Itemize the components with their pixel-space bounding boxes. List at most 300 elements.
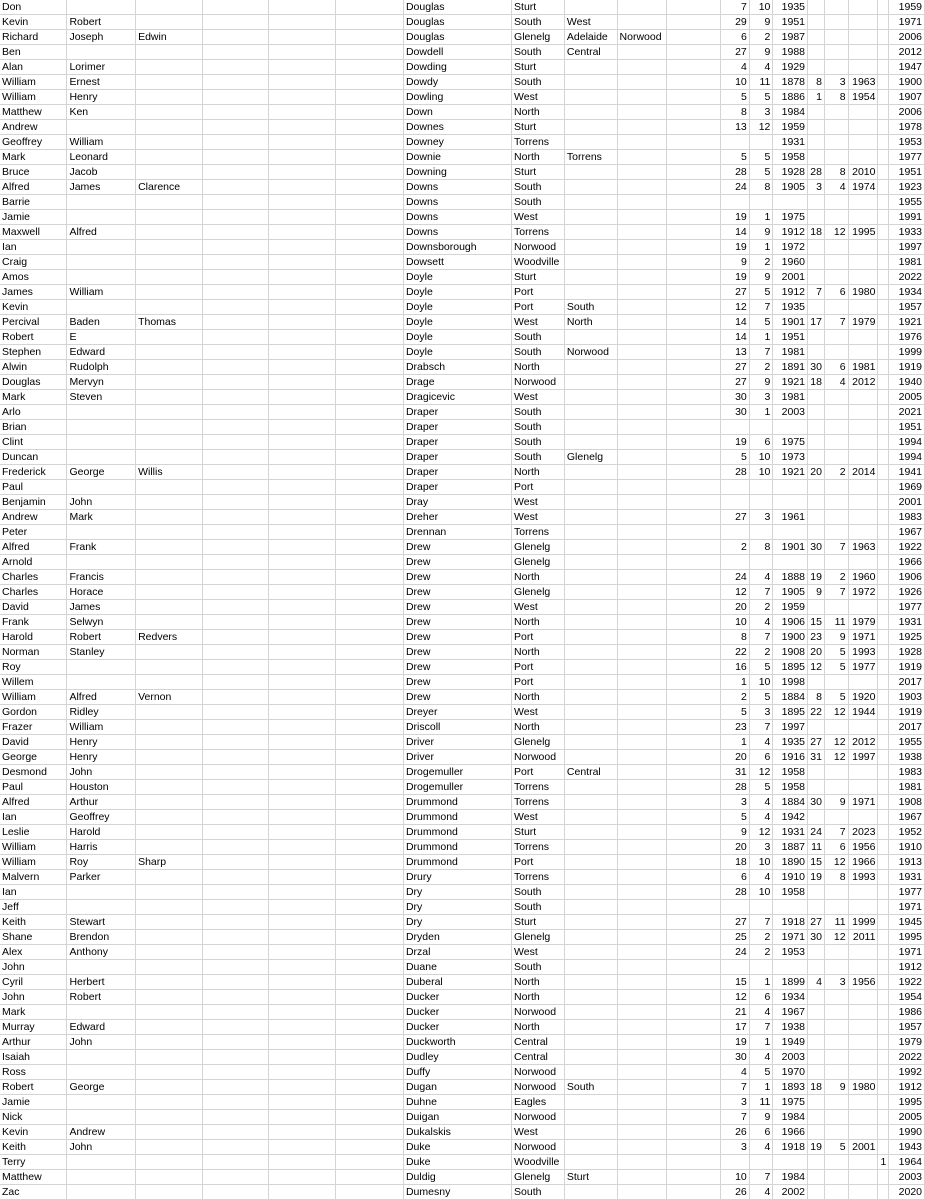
table-cell[interactable] xyxy=(202,180,268,195)
table-cell[interactable] xyxy=(617,615,667,630)
table-cell[interactable]: 2 xyxy=(824,465,848,480)
table-cell[interactable] xyxy=(564,1125,617,1140)
table-cell[interactable]: Jacob xyxy=(67,165,136,180)
table-cell[interactable] xyxy=(808,765,825,780)
table-cell[interactable] xyxy=(136,450,203,465)
table-cell[interactable]: John xyxy=(67,1035,136,1050)
table-cell[interactable] xyxy=(617,975,667,990)
table-cell[interactable] xyxy=(808,900,825,915)
table-cell[interactable] xyxy=(720,1155,749,1170)
table-cell[interactable]: North xyxy=(512,645,565,660)
table-cell[interactable]: Brian xyxy=(0,420,67,435)
table-cell[interactable] xyxy=(202,285,268,300)
table-cell[interactable] xyxy=(617,105,667,120)
table-cell[interactable] xyxy=(335,345,403,360)
table-cell[interactable] xyxy=(878,330,889,345)
table-cell[interactable]: Willem xyxy=(0,675,67,690)
table-cell[interactable] xyxy=(878,495,889,510)
table-cell[interactable]: Downs xyxy=(403,210,511,225)
table-cell[interactable] xyxy=(824,945,848,960)
table-cell[interactable]: 2003 xyxy=(889,1170,925,1185)
table-cell[interactable]: Ernest xyxy=(67,75,136,90)
table-cell[interactable] xyxy=(335,900,403,915)
table-cell[interactable] xyxy=(878,375,889,390)
table-cell[interactable] xyxy=(335,300,403,315)
table-cell[interactable] xyxy=(335,585,403,600)
table-cell[interactable] xyxy=(773,195,808,210)
table-cell[interactable] xyxy=(667,960,720,975)
table-cell[interactable] xyxy=(878,180,889,195)
table-cell[interactable]: 7 xyxy=(749,1020,773,1035)
table-cell[interactable]: 1912 xyxy=(889,960,925,975)
table-cell[interactable]: Glenelg xyxy=(512,30,565,45)
table-cell[interactable]: William xyxy=(0,840,67,855)
table-cell[interactable]: Woodville xyxy=(512,255,565,270)
table-cell[interactable]: Norwood xyxy=(617,30,667,45)
table-cell[interactable]: Houston xyxy=(67,780,136,795)
table-cell[interactable] xyxy=(824,495,848,510)
table-cell[interactable]: 14 xyxy=(720,225,749,240)
table-cell[interactable]: Doyle xyxy=(403,270,511,285)
table-cell[interactable]: William xyxy=(67,285,136,300)
table-cell[interactable]: Edward xyxy=(67,345,136,360)
table-cell[interactable]: 2005 xyxy=(889,1110,925,1125)
table-cell[interactable]: 27 xyxy=(720,360,749,375)
table-cell[interactable]: 1967 xyxy=(889,810,925,825)
table-cell[interactable]: 1895 xyxy=(773,660,808,675)
table-cell[interactable] xyxy=(136,525,203,540)
table-cell[interactable] xyxy=(667,615,720,630)
table-cell[interactable] xyxy=(617,1110,667,1125)
table-cell[interactable] xyxy=(617,480,667,495)
table-cell[interactable]: 19 xyxy=(720,435,749,450)
table-cell[interactable]: 19 xyxy=(808,1140,825,1155)
table-cell[interactable] xyxy=(269,705,335,720)
table-cell[interactable]: 2003 xyxy=(773,1050,808,1065)
table-cell[interactable] xyxy=(617,150,667,165)
table-cell[interactable]: James xyxy=(67,180,136,195)
table-cell[interactable] xyxy=(335,885,403,900)
table-cell[interactable] xyxy=(202,960,268,975)
table-cell[interactable] xyxy=(617,525,667,540)
table-cell[interactable] xyxy=(335,375,403,390)
table-cell[interactable] xyxy=(878,840,889,855)
table-cell[interactable]: 11 xyxy=(749,75,773,90)
table-cell[interactable]: 1977 xyxy=(889,885,925,900)
table-cell[interactable] xyxy=(617,1095,667,1110)
table-cell[interactable]: Keith xyxy=(0,1140,67,1155)
table-cell[interactable] xyxy=(564,105,617,120)
table-cell[interactable] xyxy=(335,60,403,75)
table-cell[interactable]: 1887 xyxy=(773,840,808,855)
table-cell[interactable] xyxy=(617,1050,667,1065)
table-cell[interactable]: 1934 xyxy=(773,990,808,1005)
table-cell[interactable]: Frazer xyxy=(0,720,67,735)
table-cell[interactable]: Port xyxy=(512,675,565,690)
table-cell[interactable]: Nick xyxy=(0,1110,67,1125)
table-cell[interactable] xyxy=(749,420,773,435)
table-cell[interactable]: Alan xyxy=(0,60,67,75)
table-cell[interactable]: 1997 xyxy=(773,720,808,735)
table-cell[interactable] xyxy=(848,480,878,495)
table-cell[interactable] xyxy=(564,705,617,720)
table-cell[interactable] xyxy=(878,165,889,180)
table-cell[interactable] xyxy=(564,930,617,945)
table-cell[interactable] xyxy=(878,195,889,210)
table-cell[interactable]: South xyxy=(512,960,565,975)
table-cell[interactable] xyxy=(848,675,878,690)
table-cell[interactable] xyxy=(667,150,720,165)
table-cell[interactable] xyxy=(564,165,617,180)
table-cell[interactable]: 28 xyxy=(720,165,749,180)
table-cell[interactable]: 5 xyxy=(720,705,749,720)
table-cell[interactable]: 28 xyxy=(720,885,749,900)
table-cell[interactable] xyxy=(67,675,136,690)
table-cell[interactable]: 8 xyxy=(720,630,749,645)
table-cell[interactable] xyxy=(564,240,617,255)
table-cell[interactable] xyxy=(808,1185,825,1200)
table-cell[interactable]: 1960 xyxy=(773,255,808,270)
table-cell[interactable] xyxy=(202,45,268,60)
table-cell[interactable] xyxy=(824,330,848,345)
table-cell[interactable]: Stanley xyxy=(67,645,136,660)
table-cell[interactable] xyxy=(335,720,403,735)
table-cell[interactable] xyxy=(617,735,667,750)
table-cell[interactable]: 1994 xyxy=(889,450,925,465)
table-cell[interactable]: South xyxy=(512,345,565,360)
table-cell[interactable]: 7 xyxy=(824,315,848,330)
table-cell[interactable] xyxy=(848,405,878,420)
table-cell[interactable] xyxy=(335,690,403,705)
table-cell[interactable]: 1961 xyxy=(773,510,808,525)
table-cell[interactable]: 1978 xyxy=(889,120,925,135)
table-cell[interactable]: South xyxy=(564,300,617,315)
table-cell[interactable] xyxy=(749,960,773,975)
table-cell[interactable] xyxy=(617,75,667,90)
table-cell[interactable] xyxy=(269,360,335,375)
table-cell[interactable]: Drew xyxy=(403,675,511,690)
table-cell[interactable] xyxy=(335,1050,403,1065)
table-cell[interactable]: 10 xyxy=(720,1170,749,1185)
table-cell[interactable]: 1 xyxy=(749,975,773,990)
table-cell[interactable] xyxy=(667,990,720,1005)
table-cell[interactable]: Drew xyxy=(403,585,511,600)
table-cell[interactable] xyxy=(824,30,848,45)
table-cell[interactable]: John xyxy=(0,990,67,1005)
table-cell[interactable] xyxy=(202,990,268,1005)
table-cell[interactable]: Jeff xyxy=(0,900,67,915)
table-cell[interactable]: 9 xyxy=(824,795,848,810)
table-cell[interactable]: Glenelg xyxy=(512,930,565,945)
table-cell[interactable]: Percival xyxy=(0,315,67,330)
table-cell[interactable]: 1997 xyxy=(848,750,878,765)
table-cell[interactable] xyxy=(808,960,825,975)
table-cell[interactable] xyxy=(617,495,667,510)
table-cell[interactable] xyxy=(67,885,136,900)
table-cell[interactable]: 1971 xyxy=(848,630,878,645)
table-cell[interactable] xyxy=(878,510,889,525)
table-cell[interactable]: 1938 xyxy=(773,1020,808,1035)
table-cell[interactable] xyxy=(848,1170,878,1185)
table-cell[interactable] xyxy=(824,135,848,150)
table-cell[interactable]: Cyril xyxy=(0,975,67,990)
table-cell[interactable] xyxy=(202,165,268,180)
table-cell[interactable] xyxy=(667,630,720,645)
table-cell[interactable] xyxy=(136,0,203,15)
table-cell[interactable]: West xyxy=(512,510,565,525)
table-cell[interactable]: 7 xyxy=(749,300,773,315)
table-cell[interactable] xyxy=(202,555,268,570)
table-cell[interactable]: 6 xyxy=(824,285,848,300)
table-cell[interactable]: 1997 xyxy=(889,240,925,255)
table-cell[interactable] xyxy=(848,255,878,270)
table-cell[interactable]: Norwood xyxy=(512,1065,565,1080)
table-cell[interactable] xyxy=(808,510,825,525)
table-cell[interactable] xyxy=(136,360,203,375)
table-cell[interactable] xyxy=(564,120,617,135)
table-cell[interactable] xyxy=(720,555,749,570)
table-cell[interactable] xyxy=(617,165,667,180)
table-cell[interactable]: Driscoll xyxy=(403,720,511,735)
table-cell[interactable] xyxy=(667,1035,720,1050)
table-cell[interactable]: North xyxy=(512,105,565,120)
table-cell[interactable]: 2 xyxy=(749,930,773,945)
table-cell[interactable] xyxy=(667,1095,720,1110)
table-cell[interactable] xyxy=(667,645,720,660)
table-cell[interactable]: 1971 xyxy=(773,930,808,945)
table-cell[interactable]: 1981 xyxy=(773,390,808,405)
table-cell[interactable]: 1 xyxy=(720,735,749,750)
table-cell[interactable]: Jamie xyxy=(0,210,67,225)
table-cell[interactable] xyxy=(269,240,335,255)
table-cell[interactable] xyxy=(617,345,667,360)
table-cell[interactable]: Dowdell xyxy=(403,45,511,60)
table-cell[interactable] xyxy=(564,495,617,510)
table-cell[interactable] xyxy=(269,165,335,180)
table-cell[interactable]: 1972 xyxy=(848,585,878,600)
table-cell[interactable]: William xyxy=(0,690,67,705)
table-cell[interactable]: 10 xyxy=(720,75,749,90)
table-cell[interactable]: Port xyxy=(512,660,565,675)
table-cell[interactable]: Henry xyxy=(67,735,136,750)
table-cell[interactable] xyxy=(202,60,268,75)
table-cell[interactable]: 1981 xyxy=(889,780,925,795)
table-cell[interactable] xyxy=(564,480,617,495)
table-cell[interactable] xyxy=(878,1050,889,1065)
table-cell[interactable]: Sturt xyxy=(512,0,565,15)
table-cell[interactable] xyxy=(878,915,889,930)
table-cell[interactable]: William xyxy=(0,90,67,105)
table-cell[interactable] xyxy=(824,1020,848,1035)
table-cell[interactable] xyxy=(749,1155,773,1170)
table-cell[interactable] xyxy=(667,1140,720,1155)
table-cell[interactable] xyxy=(617,1005,667,1020)
table-cell[interactable] xyxy=(564,540,617,555)
table-cell[interactable] xyxy=(878,900,889,915)
table-cell[interactable] xyxy=(564,1020,617,1035)
table-cell[interactable]: 5 xyxy=(749,315,773,330)
table-cell[interactable] xyxy=(202,870,268,885)
table-cell[interactable] xyxy=(564,1185,617,1200)
table-cell[interactable] xyxy=(335,315,403,330)
table-cell[interactable] xyxy=(564,1095,617,1110)
table-cell[interactable] xyxy=(202,660,268,675)
table-cell[interactable] xyxy=(617,1140,667,1155)
table-cell[interactable] xyxy=(335,660,403,675)
table-cell[interactable] xyxy=(136,1095,203,1110)
table-cell[interactable] xyxy=(667,375,720,390)
table-cell[interactable] xyxy=(667,390,720,405)
table-cell[interactable]: Downes xyxy=(403,120,511,135)
table-cell[interactable] xyxy=(808,780,825,795)
table-cell[interactable] xyxy=(808,495,825,510)
table-cell[interactable] xyxy=(136,945,203,960)
table-cell[interactable]: 5 xyxy=(749,165,773,180)
table-cell[interactable] xyxy=(720,480,749,495)
table-cell[interactable]: 4 xyxy=(749,810,773,825)
table-cell[interactable] xyxy=(824,120,848,135)
table-cell[interactable]: 12 xyxy=(824,225,848,240)
table-cell[interactable] xyxy=(878,75,889,90)
table-cell[interactable] xyxy=(808,210,825,225)
table-cell[interactable] xyxy=(136,405,203,420)
table-cell[interactable]: Isaiah xyxy=(0,1050,67,1065)
table-cell[interactable]: 1966 xyxy=(889,555,925,570)
table-cell[interactable]: 1983 xyxy=(889,510,925,525)
table-cell[interactable]: Leslie xyxy=(0,825,67,840)
table-cell[interactable]: 7 xyxy=(749,345,773,360)
table-cell[interactable]: 1956 xyxy=(848,975,878,990)
table-cell[interactable] xyxy=(202,1035,268,1050)
table-cell[interactable]: 4 xyxy=(824,375,848,390)
table-cell[interactable]: West xyxy=(512,315,565,330)
table-cell[interactable] xyxy=(667,165,720,180)
table-cell[interactable]: 12 xyxy=(808,660,825,675)
table-cell[interactable]: Dugan xyxy=(403,1080,511,1095)
table-cell[interactable]: 3 xyxy=(749,105,773,120)
table-cell[interactable] xyxy=(808,30,825,45)
table-cell[interactable] xyxy=(617,390,667,405)
table-cell[interactable]: 1994 xyxy=(889,435,925,450)
table-cell[interactable] xyxy=(564,180,617,195)
table-cell[interactable] xyxy=(808,300,825,315)
table-cell[interactable]: James xyxy=(67,600,136,615)
table-cell[interactable] xyxy=(136,1125,203,1140)
table-cell[interactable]: 1891 xyxy=(773,360,808,375)
table-cell[interactable] xyxy=(269,1170,335,1185)
table-cell[interactable] xyxy=(667,1125,720,1140)
table-cell[interactable] xyxy=(202,570,268,585)
table-cell[interactable] xyxy=(617,510,667,525)
table-cell[interactable] xyxy=(617,0,667,15)
table-cell[interactable] xyxy=(878,1170,889,1185)
table-cell[interactable] xyxy=(67,120,136,135)
table-cell[interactable] xyxy=(617,750,667,765)
table-cell[interactable] xyxy=(269,180,335,195)
table-cell[interactable]: 1929 xyxy=(773,60,808,75)
table-cell[interactable] xyxy=(564,795,617,810)
table-cell[interactable]: 20 xyxy=(808,645,825,660)
table-cell[interactable] xyxy=(564,735,617,750)
table-cell[interactable]: Edwin xyxy=(136,30,203,45)
table-cell[interactable]: 9 xyxy=(808,585,825,600)
table-cell[interactable]: 20 xyxy=(720,840,749,855)
table-cell[interactable] xyxy=(808,195,825,210)
table-cell[interactable] xyxy=(878,315,889,330)
table-cell[interactable]: Downey xyxy=(403,135,511,150)
table-cell[interactable]: 1926 xyxy=(889,585,925,600)
table-cell[interactable]: Port xyxy=(512,630,565,645)
table-cell[interactable] xyxy=(335,510,403,525)
table-cell[interactable] xyxy=(878,1005,889,1020)
table-cell[interactable] xyxy=(202,1095,268,1110)
table-cell[interactable] xyxy=(335,135,403,150)
table-cell[interactable] xyxy=(667,915,720,930)
table-cell[interactable]: 30 xyxy=(720,405,749,420)
table-cell[interactable]: Duke xyxy=(403,1155,511,1170)
table-cell[interactable] xyxy=(808,270,825,285)
table-cell[interactable]: 26 xyxy=(720,1125,749,1140)
table-cell[interactable] xyxy=(269,1125,335,1140)
table-cell[interactable] xyxy=(667,1185,720,1200)
table-cell[interactable]: South xyxy=(564,1080,617,1095)
table-cell[interactable] xyxy=(878,1185,889,1200)
table-cell[interactable]: Selwyn xyxy=(67,615,136,630)
table-cell[interactable] xyxy=(335,780,403,795)
table-cell[interactable]: 4 xyxy=(749,1005,773,1020)
table-cell[interactable] xyxy=(878,15,889,30)
table-cell[interactable] xyxy=(335,15,403,30)
table-cell[interactable]: 1977 xyxy=(889,150,925,165)
table-cell[interactable]: 1928 xyxy=(773,165,808,180)
table-cell[interactable] xyxy=(202,900,268,915)
table-cell[interactable]: 1921 xyxy=(773,465,808,480)
table-cell[interactable] xyxy=(269,765,335,780)
table-cell[interactable] xyxy=(824,765,848,780)
table-cell[interactable]: South xyxy=(512,45,565,60)
table-cell[interactable]: 1940 xyxy=(889,375,925,390)
table-cell[interactable]: Duckworth xyxy=(403,1035,511,1050)
table-cell[interactable] xyxy=(878,1125,889,1140)
table-cell[interactable]: 5 xyxy=(749,690,773,705)
table-cell[interactable]: Glenelg xyxy=(564,450,617,465)
table-cell[interactable]: 1964 xyxy=(889,1155,925,1170)
table-cell[interactable] xyxy=(136,300,203,315)
table-cell[interactable] xyxy=(335,1140,403,1155)
table-cell[interactable] xyxy=(878,960,889,975)
table-cell[interactable]: Mark xyxy=(0,390,67,405)
table-cell[interactable]: 5 xyxy=(824,645,848,660)
table-cell[interactable]: 6 xyxy=(720,30,749,45)
table-cell[interactable]: 2012 xyxy=(889,45,925,60)
table-cell[interactable]: John xyxy=(67,1140,136,1155)
table-cell[interactable] xyxy=(617,1065,667,1080)
table-cell[interactable]: Norman xyxy=(0,645,67,660)
table-cell[interactable]: Drew xyxy=(403,630,511,645)
table-cell[interactable] xyxy=(808,345,825,360)
table-cell[interactable] xyxy=(564,600,617,615)
table-cell[interactable] xyxy=(808,675,825,690)
table-cell[interactable]: 1908 xyxy=(889,795,925,810)
table-cell[interactable]: 1900 xyxy=(889,75,925,90)
table-cell[interactable] xyxy=(848,1125,878,1140)
table-cell[interactable]: Dreyer xyxy=(403,705,511,720)
table-cell[interactable]: North xyxy=(512,690,565,705)
table-cell[interactable] xyxy=(136,615,203,630)
table-cell[interactable] xyxy=(564,405,617,420)
table-cell[interactable] xyxy=(824,15,848,30)
table-cell[interactable] xyxy=(808,600,825,615)
